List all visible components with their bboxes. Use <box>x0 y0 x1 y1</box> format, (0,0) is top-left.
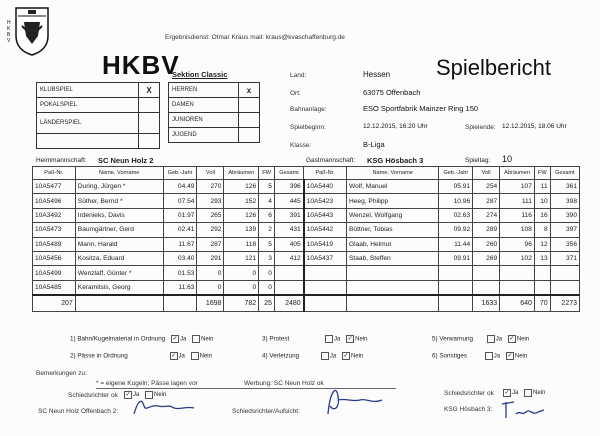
check-verletzung-label: 4) Verletzung <box>262 352 300 360</box>
table-row <box>33 194 580 208</box>
cell-gv: 254 <box>473 180 500 194</box>
cell-gn <box>347 266 439 280</box>
cell-hg: 11.67 <box>163 237 197 251</box>
cell-ha: 118 <box>224 237 259 251</box>
cell-hs: 405 <box>274 237 303 251</box>
land-value: Hessen <box>363 70 391 79</box>
cell-hn: Baumgärtner, Gerd <box>75 223 163 237</box>
check-protest-nein-box[interactable]: ✓ <box>347 336 353 342</box>
heim-label: Heimmannschaft: <box>36 157 87 164</box>
table-row <box>33 208 580 222</box>
sig-ref-label: Schiedsrichter/Aufsicht: <box>232 408 300 415</box>
nein-label: Nein <box>355 336 368 343</box>
table-row <box>33 237 580 251</box>
col-abr-guest: Abräumen <box>500 167 535 180</box>
ja-label: Ja <box>334 336 341 343</box>
spielende-label: Spielende: <box>465 124 496 131</box>
cell-gs: 356 <box>550 237 579 251</box>
cell-gg: 02.63 <box>439 208 473 222</box>
spieltag-label: Spieltag: <box>465 157 491 164</box>
cell-gf <box>534 266 550 280</box>
nein-label: Nein <box>514 353 528 360</box>
section-title: Sektion Classic <box>172 70 228 79</box>
sig-guest-label: KSG Hösbach 3: <box>444 406 493 413</box>
cell-gf: 12 <box>534 237 550 251</box>
cell-gn: Wenzel, Wolfgang <box>347 208 439 222</box>
cell-hs: 445 <box>274 194 303 208</box>
cell-gn: Heeg, Philipp <box>347 194 439 208</box>
check-bahn <box>70 335 213 343</box>
cell-ga <box>500 266 535 280</box>
cell-ha: 126 <box>224 180 259 194</box>
check-verletzung-nein-box[interactable]: ✓ <box>343 353 349 359</box>
check-verletzung <box>262 352 363 360</box>
cell-hv: 287 <box>197 237 224 251</box>
cell-hf: 3 <box>259 251 275 265</box>
cell-hs: 396 <box>274 180 303 194</box>
col-year-home: Geb.-Jahr <box>163 167 197 180</box>
cell-hg: 07.54 <box>163 194 197 208</box>
cell-gn: Wolf, Manuel <box>347 180 439 194</box>
table-row <box>33 251 580 265</box>
klasse-value: B-Liga <box>363 140 385 149</box>
cell-hs <box>274 280 303 295</box>
guest-total-sum: 2273 <box>550 295 579 312</box>
check-bahn-nein-box[interactable] <box>192 335 200 343</box>
herren-mark[interactable]: x <box>239 83 260 98</box>
hkbv-crest-icon <box>14 6 50 56</box>
heim-team: SC Neun Holz 2 <box>98 156 154 165</box>
col-total-home: Gesamt <box>274 167 303 180</box>
cell-hf: 5 <box>259 180 275 194</box>
spielbeginn-label: Spielbeginn: <box>290 124 326 131</box>
bahnanlage-label: Bahnanlage: <box>290 106 327 113</box>
pokalspiel-mark[interactable] <box>139 98 160 113</box>
ja-label: Ja <box>133 392 140 398</box>
col-abr-home: Abräumen <box>224 167 259 180</box>
ref-ok-left-ja-box[interactable]: ✓ <box>125 392 131 398</box>
cell-gn: Staab, Steffen <box>347 251 439 265</box>
cell-ha: 121 <box>224 251 259 265</box>
cell-gs: 390 <box>550 208 579 222</box>
cell-hn: Keramitsis, Georg <box>75 280 163 295</box>
check-paesse-label: 2) Pässe in Ordnung <box>70 352 128 360</box>
ref-ok-left-label: Schiedsrichter ok <box>68 392 118 399</box>
cell-gv: 260 <box>473 237 500 251</box>
cell-hv: 0 <box>197 280 224 295</box>
guest-abr-sum: 640 <box>500 295 535 312</box>
cell-gn: Büttner, Tobias <box>347 223 439 237</box>
cell-gg: 09.92 <box>439 223 473 237</box>
cell-gv <box>473 280 500 295</box>
guest-signature-icon <box>500 398 550 420</box>
table-row <box>33 180 580 194</box>
cell-gn: Glaab, Helmut <box>347 237 439 251</box>
cell-hf: 5 <box>259 237 275 251</box>
klubspiel-label: KLUBSPIEL <box>37 83 139 98</box>
cell-gg <box>439 280 473 295</box>
totals-row <box>33 295 580 312</box>
cell-hn: Wenzlaff, Günter * <box>75 266 163 280</box>
col-name-home: Name, Vorname <box>75 167 163 180</box>
ja-label: Ja <box>493 353 501 360</box>
cell-hs: 391 <box>274 208 303 222</box>
home-fw-sum: 25 <box>259 295 275 312</box>
cell-gf: 11 <box>534 180 550 194</box>
check-verwarnung-label: 5) Verwarnung <box>432 335 473 343</box>
cell-hv: 265 <box>197 208 224 222</box>
cell-hg: 01.97 <box>163 208 197 222</box>
table-row <box>33 280 580 295</box>
bahnanlage-value: ESO Sportfabrik Mainzer Ring 150 <box>363 104 479 113</box>
land-label: Land: <box>290 72 307 79</box>
guest-voll-sum: 1633 <box>473 295 500 312</box>
home-total-sum: 2480 <box>274 295 303 312</box>
cell-gg: 10.96 <box>439 194 473 208</box>
cell-hp: 10A5499 <box>33 266 76 280</box>
col-pass-guest: Paß-Nr. <box>304 167 347 180</box>
cell-hp: 10A3492 <box>33 208 76 222</box>
cell-hs <box>274 266 303 280</box>
cell-gp <box>304 266 347 280</box>
klubspiel-mark[interactable]: X <box>139 83 160 98</box>
cell-gp: 10A5419 <box>304 237 347 251</box>
spieltag-value: 10 <box>502 154 513 164</box>
nein-label: Nein <box>533 390 546 396</box>
cell-hg: 01.53 <box>163 266 197 280</box>
cell-gs <box>550 266 579 280</box>
cell-hf: 2 <box>259 223 275 237</box>
cell-ha: 0 <box>224 280 259 295</box>
cell-gp: 10A5443 <box>304 208 347 222</box>
cell-gs: 398 <box>550 194 579 208</box>
col-name-guest: Name, Vorname <box>347 167 439 180</box>
damen-label: DAMEN <box>169 98 239 113</box>
cell-gv: 289 <box>473 223 500 237</box>
ja-label: Ja <box>329 353 337 360</box>
cell-gp <box>304 280 347 295</box>
check-bahn-ja-box[interactable]: ✓ <box>172 336 178 342</box>
cell-hn: During, Jürgen * <box>75 180 163 194</box>
cell-ga: 116 <box>500 208 535 222</box>
cell-gf <box>534 280 550 295</box>
player-table <box>32 166 580 312</box>
cell-gv: 274 <box>473 208 500 222</box>
ergebnisdienst-line: Ergebnisdienst: Otmar Kraus mail: kraus@kvaschaffenburg.de <box>165 34 345 41</box>
col-voll-guest: Voll <box>473 167 500 180</box>
spielende-value: 12.12.2015, 18.06 Uhr <box>502 123 567 130</box>
cell-hg: 03.40 <box>163 251 197 265</box>
jugend-mark[interactable] <box>239 128 260 143</box>
klasse-label: Klasse: <box>290 142 312 149</box>
cell-ha: 152 <box>224 194 259 208</box>
check-protest <box>262 335 367 343</box>
check-bahn-label: 1) Bahn/Kugelmaterial in Ordnung <box>70 335 166 343</box>
home-signature-icon <box>128 396 208 418</box>
cell-gp: 10A5440 <box>304 180 347 194</box>
cell-gv <box>473 266 500 280</box>
home-voll-sum: 1698 <box>197 295 224 312</box>
cell-gf: 8 <box>534 223 550 237</box>
ja-label: Ja <box>512 390 519 396</box>
cell-gs: 371 <box>550 251 579 265</box>
cell-ga: 111 <box>500 194 535 208</box>
cell-hp: 10A5477 <box>33 180 76 194</box>
home-abr-sum: 782 <box>224 295 259 312</box>
referee-signature-icon <box>316 382 396 418</box>
cell-gg: 05.91 <box>439 180 473 194</box>
check-paesse-nein-box[interactable] <box>191 352 199 360</box>
herren-label: HERREN <box>169 83 239 98</box>
ja-label: Ja <box>178 353 185 360</box>
nein-label: Nein <box>199 353 212 360</box>
cell-gv: 287 <box>473 194 500 208</box>
werbung-text: Werbung: SC Neun Holz ok <box>244 380 324 387</box>
pokalspiel-label: POKALSPIEL <box>37 98 139 113</box>
cell-gs: 361 <box>550 180 579 194</box>
cell-hp: 10A5489 <box>33 237 76 251</box>
cell-gg: 09.91 <box>439 251 473 265</box>
cell-hg: 11.63 <box>163 280 197 295</box>
damen-mark[interactable] <box>239 98 260 113</box>
match-type-box <box>36 82 160 149</box>
cell-hn: Kositza, Eduard <box>75 251 163 265</box>
col-fw-home: FW <box>259 167 275 180</box>
cell-ga: 96 <box>500 237 535 251</box>
check-verwarnung-ja-box[interactable] <box>487 335 495 343</box>
ort-label: Ort: <box>290 90 301 97</box>
cell-gg: 11.44 <box>439 237 473 251</box>
check-sonstiges <box>432 352 527 360</box>
cell-hv: 293 <box>197 194 224 208</box>
check-sonstiges-nein-box[interactable]: ✓ <box>507 353 513 359</box>
cell-hf: 4 <box>259 194 275 208</box>
cell-hn: Irdenieks, Davis <box>75 208 163 222</box>
ort-value: 63075 Offenbach <box>363 88 421 97</box>
check-verletzung-ja-box[interactable] <box>321 352 329 360</box>
cell-ga: 107 <box>500 180 535 194</box>
cell-hf: 6 <box>259 208 275 222</box>
cell-hs: 412 <box>274 251 303 265</box>
nein-label: Nein <box>350 353 364 360</box>
ref-ok-right-nein-box[interactable] <box>524 389 532 397</box>
cell-hg: 02.41 <box>163 223 197 237</box>
cell-hf: 0 <box>259 280 275 295</box>
check-paesse-ja-box[interactable]: ✓ <box>171 353 177 359</box>
cell-gv: 269 <box>473 251 500 265</box>
col-voll-home: Voll <box>197 167 224 180</box>
cell-gp: 10A5437 <box>304 251 347 265</box>
spielbeginn-value: 12.12.2015, 16.20 Uhr <box>363 123 428 130</box>
guest-fw-sum: 70 <box>534 295 550 312</box>
cell-hp: 10A5456 <box>33 251 76 265</box>
nein-label: Nein <box>154 392 167 398</box>
cell-hn: Süther, Bernd * <box>75 194 163 208</box>
cell-gn <box>347 280 439 295</box>
logo-side-letters: H K B V <box>7 20 11 44</box>
cell-hf: 0 <box>259 266 275 280</box>
check-sonstiges-label: 6) Sonstiges <box>432 352 468 360</box>
table-header-row <box>33 167 580 180</box>
check-verwarnung <box>432 335 529 343</box>
cell-ga: 108 <box>500 223 535 237</box>
cell-gf: 10 <box>534 194 550 208</box>
cell-ha: 126 <box>224 208 259 222</box>
table-row <box>33 266 580 280</box>
laenderspiel-mark[interactable] <box>139 113 160 134</box>
cell-hp: 10A5496 <box>33 194 76 208</box>
ja-label: Ja <box>495 336 503 343</box>
cell-hv: 291 <box>197 251 224 265</box>
ja-label: Ja <box>179 336 187 343</box>
check-protest-label: 3) Protest <box>262 335 290 343</box>
check-protest-ja-box[interactable] <box>325 335 333 343</box>
check-verwarnung-nein-box[interactable]: ✓ <box>509 336 515 342</box>
cell-ga: 102 <box>500 251 535 265</box>
cell-hs: 431 <box>274 223 303 237</box>
org-name: HKBV <box>102 50 180 80</box>
col-pass-home: Paß-Nr. <box>33 167 76 180</box>
sig-home-label: SC Neun Holz Offenbach 2: <box>38 408 119 415</box>
remarks-text: * = eigene Kugeln; Pässe lagen vor <box>96 380 198 387</box>
jugend-label: JUGEND <box>169 128 239 143</box>
col-year-guest: Geb.-Jahr <box>439 167 473 180</box>
cell-ga <box>500 280 535 295</box>
cell-gp: 10A5442 <box>304 223 347 237</box>
ref-ok-right-ja-box[interactable]: ✓ <box>504 390 510 396</box>
ref-ok-right-label: Schiedsrichter ok <box>444 390 494 397</box>
nein-label: Nein <box>516 336 530 343</box>
cell-hv: 0 <box>197 266 224 280</box>
cell-gf: 13 <box>534 251 550 265</box>
cell-gf: 16 <box>534 208 550 222</box>
cell-ha: 0 <box>224 266 259 280</box>
cell-hv: 292 <box>197 223 224 237</box>
cell-gg <box>439 266 473 280</box>
check-paesse <box>70 352 212 360</box>
home-pin-sum: 207 <box>33 295 76 312</box>
col-fw-guest: FW <box>534 167 550 180</box>
gast-label: Gastmannschaft: <box>306 157 356 164</box>
laenderspiel-label: LÄNDERSPIEL <box>37 113 139 134</box>
table-row <box>33 223 580 237</box>
cell-hv: 270 <box>197 180 224 194</box>
col-total-guest: Gesamt <box>550 167 579 180</box>
cell-hg: 04.49 <box>163 180 197 194</box>
cell-hp: 10A5473 <box>33 223 76 237</box>
check-sonstiges-ja-box[interactable] <box>485 352 493 360</box>
cell-hp: 10A5485 <box>33 280 76 295</box>
nein-label: Nein <box>201 336 214 343</box>
cell-gs <box>550 280 579 295</box>
cell-gp: 10A5423 <box>304 194 347 208</box>
gast-team: KSG Hösbach 3 <box>367 156 424 165</box>
cell-hn: Mann, Harald <box>75 237 163 251</box>
page-title: Spielbericht <box>436 55 551 80</box>
junioren-mark[interactable] <box>239 113 260 128</box>
cell-gs: 397 <box>550 223 579 237</box>
junioren-label: JUNIOREN <box>169 113 239 128</box>
remarks-label: Bemerkungen zu: <box>36 370 87 377</box>
cell-ha: 139 <box>224 223 259 237</box>
age-class-box <box>168 82 260 143</box>
